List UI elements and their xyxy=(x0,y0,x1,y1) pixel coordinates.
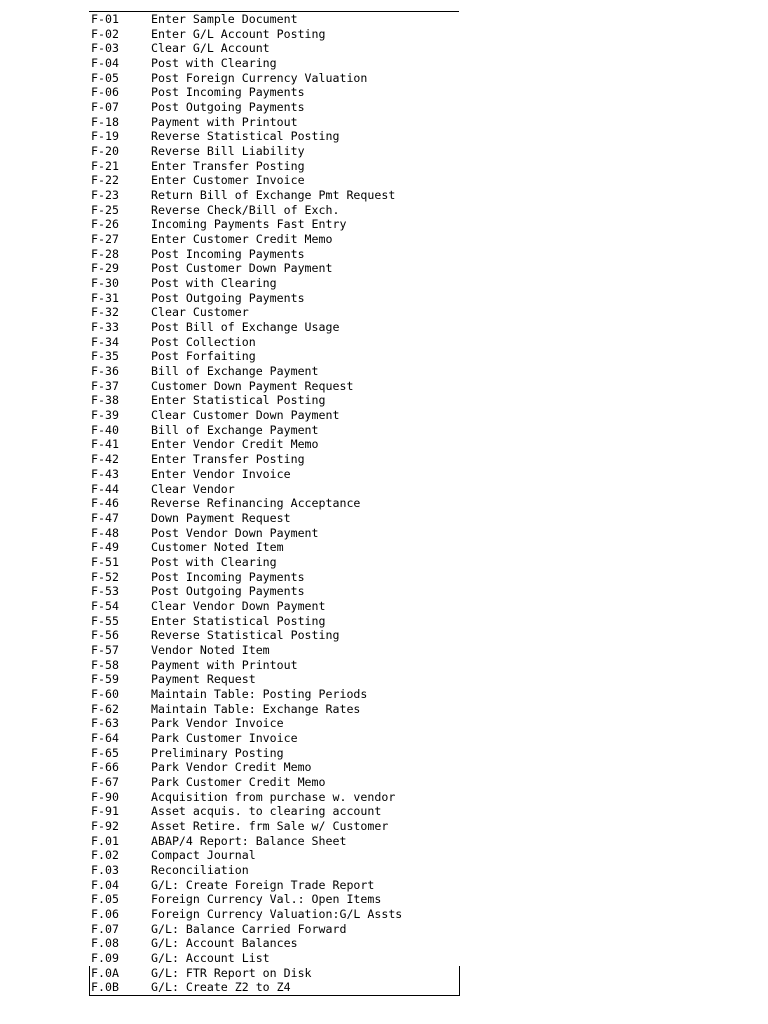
transaction-description: Maintain Table: Posting Periods xyxy=(151,686,368,701)
transaction-description: Enter Statistical Posting xyxy=(151,613,326,628)
table-row xyxy=(90,379,459,394)
transaction-code: F-40 xyxy=(91,422,119,437)
transaction-code: F-29 xyxy=(91,261,119,276)
transaction-description: Park Customer Invoice xyxy=(151,730,298,745)
table-row xyxy=(90,951,459,966)
table-row xyxy=(90,129,459,144)
table-row xyxy=(90,349,459,364)
transaction-description: Down Payment Request xyxy=(151,510,291,525)
table-row xyxy=(90,658,459,673)
transaction-description: G/L: FTR Report on Disk xyxy=(151,965,312,980)
transaction-code: F-21 xyxy=(91,158,119,173)
table-row xyxy=(90,482,459,497)
transaction-description: Enter G/L Account Posting xyxy=(151,26,326,41)
table-row xyxy=(90,452,459,467)
transaction-code: F-33 xyxy=(91,320,119,335)
table-row xyxy=(90,71,459,86)
table-row xyxy=(90,628,459,643)
transaction-code: F.06 xyxy=(91,906,119,921)
transaction-description: G/L: Create Z2 to Z4 xyxy=(151,980,291,995)
transaction-description: Post Outgoing Payments xyxy=(151,100,305,115)
table-row xyxy=(90,863,459,878)
table-row xyxy=(90,570,459,585)
table-row xyxy=(90,320,459,335)
table-row xyxy=(90,144,459,159)
transaction-code: F.0B xyxy=(91,980,119,995)
transaction-description: Enter Transfer Posting xyxy=(151,452,305,467)
transaction-description: Clear Customer Down Payment xyxy=(151,408,340,423)
table-row xyxy=(90,584,459,599)
table-row xyxy=(90,716,459,731)
transaction-description: Enter Customer Credit Memo xyxy=(151,232,333,247)
transaction-code: F-36 xyxy=(91,364,119,379)
transaction-description: Clear Vendor Down Payment xyxy=(151,598,326,613)
transaction-description: Post Bill of Exchange Usage xyxy=(151,320,340,335)
transaction-code: F-38 xyxy=(91,393,119,408)
transaction-description: Acquisition from purchase w. vendor xyxy=(151,789,396,804)
transaction-description: Asset acquis. to clearing account xyxy=(151,804,382,819)
table-row xyxy=(90,702,459,717)
table-row xyxy=(90,12,459,27)
transaction-description: Reverse Bill Liability xyxy=(151,144,305,159)
transaction-code: F-65 xyxy=(91,745,119,760)
table-row xyxy=(90,511,459,526)
table-row xyxy=(90,687,459,702)
table-row xyxy=(90,247,459,262)
table-row xyxy=(90,848,459,863)
transaction-code: F-46 xyxy=(91,496,119,511)
transaction-description: Post Outgoing Payments xyxy=(151,584,305,599)
transaction-code: F-02 xyxy=(91,26,119,41)
table-row xyxy=(90,291,459,306)
table-row xyxy=(90,335,459,350)
transaction-description: Reconciliation xyxy=(151,862,249,877)
table-row xyxy=(90,467,459,482)
transaction-code: F-01 xyxy=(91,12,119,26)
transaction-description: Maintain Table: Exchange Rates xyxy=(151,701,361,716)
table-row xyxy=(90,922,459,937)
transaction-description: Enter Customer Invoice xyxy=(151,173,305,188)
table-row xyxy=(90,672,459,687)
transaction-description: Post with Clearing xyxy=(151,276,277,291)
transaction-code: F-05 xyxy=(91,70,119,85)
table-row xyxy=(90,555,459,570)
table-row xyxy=(90,760,459,775)
table-row xyxy=(89,980,460,996)
transaction-code: F-47 xyxy=(91,510,119,525)
transaction-description: Payment with Printout xyxy=(151,114,298,129)
transaction-code: F-34 xyxy=(91,334,119,349)
transaction-code: F-27 xyxy=(91,232,119,247)
transaction-description: G/L: Account List xyxy=(151,951,270,965)
table-row xyxy=(90,408,459,423)
transaction-description: Incoming Payments Fast Entry xyxy=(151,217,347,232)
table-row xyxy=(90,217,459,232)
table-row xyxy=(90,437,459,452)
transaction-description: G/L: Account Balances xyxy=(151,936,298,951)
table-row xyxy=(90,804,459,819)
transaction-description: Foreign Currency Valuation:G/L Assts xyxy=(151,906,403,921)
transaction-code: F.08 xyxy=(91,936,119,951)
table-row xyxy=(90,364,459,379)
transaction-description: Payment with Printout xyxy=(151,657,298,672)
transaction-code: F.03 xyxy=(91,862,119,877)
table-row xyxy=(90,775,459,790)
transaction-code: F-60 xyxy=(91,686,119,701)
transaction-code: F.09 xyxy=(91,951,119,965)
transaction-description: Post Incoming Payments xyxy=(151,569,305,584)
transaction-description: Post Outgoing Payments xyxy=(151,290,305,305)
transaction-description: Clear G/L Account xyxy=(151,41,270,56)
transaction-code: F-41 xyxy=(91,437,119,452)
transaction-code-table xyxy=(90,12,459,996)
transaction-code: F-28 xyxy=(91,246,119,261)
table-row xyxy=(90,496,459,511)
transaction-description: Bill of Exchange Payment xyxy=(151,364,319,379)
transaction-code: F.0A xyxy=(91,965,119,980)
transaction-code: F-19 xyxy=(91,129,119,144)
transaction-description: Asset Retire. frm Sale w/ Customer xyxy=(151,818,389,833)
transaction-description: Reverse Statistical Posting xyxy=(151,628,340,643)
transaction-code: F.05 xyxy=(91,892,119,907)
transaction-description: Post Foreign Currency Valuation xyxy=(151,70,368,85)
transaction-code: F-55 xyxy=(91,613,119,628)
transaction-description: Enter Vendor Credit Memo xyxy=(151,437,319,452)
table-row xyxy=(90,159,459,174)
transaction-code: F-57 xyxy=(91,642,119,657)
transaction-code: F.07 xyxy=(91,921,119,936)
transaction-description: Clear Vendor xyxy=(151,481,235,496)
table-row xyxy=(90,907,459,922)
transaction-description: Enter Transfer Posting xyxy=(151,158,305,173)
table-row xyxy=(90,115,459,130)
transaction-code: F-62 xyxy=(91,701,119,716)
transaction-code: F-63 xyxy=(91,716,119,731)
transaction-code: F-39 xyxy=(91,408,119,423)
transaction-code: F-67 xyxy=(91,774,119,789)
transaction-code: F-18 xyxy=(91,114,119,129)
transaction-code: F-20 xyxy=(91,144,119,159)
transaction-code: F-26 xyxy=(91,217,119,232)
transaction-code: F.02 xyxy=(91,848,119,863)
table-row xyxy=(90,643,459,658)
transaction-description: Reverse Statistical Posting xyxy=(151,129,340,144)
transaction-code: F-23 xyxy=(91,188,119,203)
table-row xyxy=(90,203,459,218)
transaction-description: Foreign Currency Val.: Open Items xyxy=(151,892,382,907)
table-row xyxy=(90,526,459,541)
table-row xyxy=(90,85,459,100)
transaction-code: F-90 xyxy=(91,789,119,804)
table-row xyxy=(90,423,459,438)
table-row xyxy=(90,731,459,746)
transaction-code: F-54 xyxy=(91,598,119,613)
table-row xyxy=(90,892,459,907)
transaction-code: F-42 xyxy=(91,452,119,467)
transaction-description: Payment Request xyxy=(151,672,256,687)
table-row xyxy=(90,790,459,805)
transaction-code: F-52 xyxy=(91,569,119,584)
transaction-description: G/L: Create Foreign Trade Report xyxy=(151,877,375,892)
transaction-description: Post with Clearing xyxy=(151,554,277,569)
transaction-description: Park Vendor Invoice xyxy=(151,716,284,731)
transaction-description: Post Vendor Down Payment xyxy=(151,525,319,540)
transaction-code: F-58 xyxy=(91,657,119,672)
transaction-description: Return Bill of Exchange Pmt Request xyxy=(151,188,396,203)
transaction-description: G/L: Balance Carried Forward xyxy=(151,921,347,936)
transaction-code: F-06 xyxy=(91,85,119,100)
transaction-description: Clear Customer xyxy=(151,305,249,320)
table-row xyxy=(90,540,459,555)
table-row xyxy=(90,834,459,849)
transaction-code: F-66 xyxy=(91,760,119,775)
transaction-description: Post Collection xyxy=(151,334,256,349)
transaction-description: Enter Vendor Invoice xyxy=(151,466,291,481)
table-row xyxy=(89,966,460,981)
transaction-code: F-51 xyxy=(91,554,119,569)
transaction-code: F-44 xyxy=(91,481,119,496)
transaction-code: F-32 xyxy=(91,305,119,320)
transaction-code: F-59 xyxy=(91,672,119,687)
transaction-code: F-92 xyxy=(91,818,119,833)
table-row xyxy=(90,393,459,408)
table-row xyxy=(90,936,459,951)
transaction-description: Park Customer Credit Memo xyxy=(151,774,326,789)
transaction-code: F-64 xyxy=(91,730,119,745)
transaction-code: F-04 xyxy=(91,56,119,71)
transaction-description: ABAP/4 Report: Balance Sheet xyxy=(151,833,347,848)
transaction-code: F-07 xyxy=(91,100,119,115)
transaction-code: F-03 xyxy=(91,41,119,56)
table-row xyxy=(90,614,459,629)
transaction-code: F-35 xyxy=(91,349,119,364)
transaction-code: F.04 xyxy=(91,877,119,892)
transaction-code: F-25 xyxy=(91,202,119,217)
table-row xyxy=(90,819,459,834)
table-row xyxy=(90,56,459,71)
table-row xyxy=(90,878,459,893)
transaction-description: Post Forfaiting xyxy=(151,349,256,364)
transaction-description: Reverse Check/Bill of Exch. xyxy=(151,202,340,217)
transaction-description: Enter Statistical Posting xyxy=(151,393,326,408)
transaction-code: F-37 xyxy=(91,378,119,393)
transaction-description: Customer Noted Item xyxy=(151,540,284,555)
transaction-description: Customer Down Payment Request xyxy=(151,378,354,393)
transaction-code: F-48 xyxy=(91,525,119,540)
transaction-code: F.01 xyxy=(91,833,119,848)
transaction-description: Post Customer Down Payment xyxy=(151,261,333,276)
transaction-description: Bill of Exchange Payment xyxy=(151,422,319,437)
table-row xyxy=(90,746,459,761)
transaction-description: Post with Clearing xyxy=(151,56,277,71)
transaction-code: F-30 xyxy=(91,276,119,291)
transaction-description: Vendor Noted Item xyxy=(151,642,270,657)
transaction-description: Post Incoming Payments xyxy=(151,85,305,100)
transaction-code: F-53 xyxy=(91,584,119,599)
table-row xyxy=(90,276,459,291)
table-row xyxy=(90,173,459,188)
transaction-code: F-91 xyxy=(91,804,119,819)
transaction-description: Enter Sample Document xyxy=(151,12,298,26)
table-row xyxy=(90,188,459,203)
transaction-code: F-56 xyxy=(91,628,119,643)
table-row xyxy=(90,305,459,320)
transaction-description: Post Incoming Payments xyxy=(151,246,305,261)
table-row xyxy=(90,27,459,42)
transaction-code: F-22 xyxy=(91,173,119,188)
transaction-description: Compact Journal xyxy=(151,848,256,863)
table-row xyxy=(90,100,459,115)
table-row xyxy=(90,232,459,247)
transaction-description: Park Vendor Credit Memo xyxy=(151,760,312,775)
table-row xyxy=(90,41,459,56)
table-row xyxy=(90,599,459,614)
transaction-code: F-49 xyxy=(91,540,119,555)
table-row xyxy=(90,261,459,276)
transaction-description: Preliminary Posting xyxy=(151,745,284,760)
transaction-code: F-31 xyxy=(91,290,119,305)
transaction-description: Reverse Refinancing Acceptance xyxy=(151,496,361,511)
transaction-code: F-43 xyxy=(91,466,119,481)
